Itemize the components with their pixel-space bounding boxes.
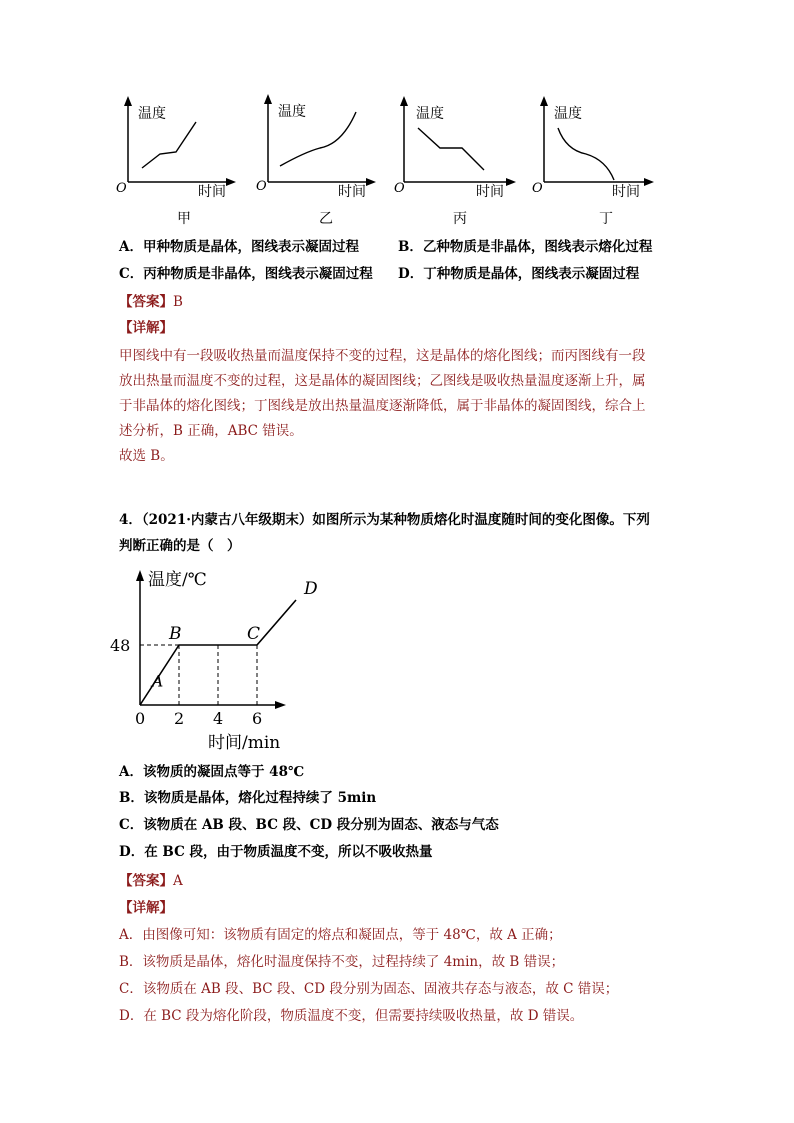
graph-ding-origin: O bbox=[532, 181, 543, 196]
q3-detail-tag: 【详解】 bbox=[119, 320, 173, 336]
graph-jia-origin: O bbox=[116, 181, 127, 196]
point-label-b: B bbox=[169, 624, 182, 644]
graph-bing bbox=[390, 92, 520, 202]
graph-yi-ylabel: 温度 bbox=[278, 104, 306, 120]
graph-ding-xlabel: 时间 bbox=[612, 184, 640, 200]
point-label-d: D bbox=[304, 579, 318, 599]
graph-bing-ylabel: 温度 bbox=[416, 106, 444, 122]
q3-answer-tag: 【答案】 bbox=[119, 294, 173, 310]
q3-option-b: B．乙种物质是非晶体，图线表示熔化过程 bbox=[398, 239, 653, 255]
q3-detail-line: 述分析，B 正确，ABC 错误。 bbox=[119, 423, 303, 439]
graph-bing-xlabel: 时间 bbox=[476, 184, 504, 200]
q4-option-d: D．在 BC 段，由于物质温度不变，所以不吸收热量 bbox=[119, 844, 433, 860]
q4-answer bbox=[119, 871, 183, 891]
q4-detail-line: A．由图像可知：该物质有固定的熔点和凝固点，等于 48℃，故 A 正确； bbox=[119, 927, 562, 943]
melting-chart bbox=[110, 560, 318, 755]
q3-option-d: D．丁种物质是晶体，图线表示凝固过程 bbox=[398, 266, 640, 282]
curve-bing bbox=[418, 128, 484, 170]
q4-detail-line: B．该物质是晶体，熔化时温度保持不变，过程持续了 4min，故 B 错误； bbox=[119, 954, 565, 970]
q3-detail-line: 于非晶体的熔化图线；丁图线是放出热量温度逐渐降低，属于非晶体的凝固图线，综合上 bbox=[119, 398, 646, 414]
q3-option-c: C．丙种物质是非晶体，图线表示凝固过程 bbox=[119, 266, 373, 282]
caption-jia: 甲 bbox=[177, 211, 191, 227]
caption-ding: 丁 bbox=[599, 211, 613, 227]
graph-bing-origin: O bbox=[394, 181, 405, 196]
x-tick-label: 2 bbox=[174, 709, 185, 728]
x-axis-arrow bbox=[275, 701, 286, 709]
segment-label-a: A bbox=[151, 671, 164, 691]
x-axis-label: 时间/min bbox=[208, 733, 281, 753]
q3-detail-line: 甲图线中有一段吸收热量而温度保持不变的过程，这是晶体的熔化图线；而丙图线有一段 bbox=[119, 348, 646, 364]
graph-yi-xlabel: 时间 bbox=[338, 184, 366, 200]
q4-answer-tag: 【答案】 bbox=[119, 873, 173, 889]
q3-detail bbox=[119, 344, 679, 469]
caption-bing: 丙 bbox=[453, 211, 467, 227]
y-tick-label: 48 bbox=[110, 636, 131, 655]
curve-ding bbox=[558, 128, 614, 180]
q3-answer bbox=[119, 292, 183, 312]
graph-jia bbox=[110, 92, 240, 202]
q3-option-a: A．甲种物质是晶体，图线表示凝固过程 bbox=[119, 239, 359, 255]
curve-jia bbox=[142, 122, 196, 168]
y-axis-arrow bbox=[136, 570, 144, 581]
q4-option-b: B．该物质是晶体，熔化过程持续了 5min bbox=[119, 790, 377, 806]
graph-ding-ylabel: 温度 bbox=[554, 106, 582, 122]
x-tick-label: 0 bbox=[135, 709, 146, 728]
q4-option-a: A．该物质的凝固点等于 48℃ bbox=[119, 764, 305, 780]
graph-ding bbox=[528, 92, 658, 202]
point-label-c: C bbox=[247, 624, 261, 644]
q3-detail-line: 故选 B。 bbox=[119, 448, 174, 464]
graph-jia-xlabel: 时间 bbox=[198, 184, 226, 200]
q4-detail-line: C．该物质在 AB 段、BC 段、CD 段分别为固态、固液共存态与液态，故 C 错误； bbox=[119, 981, 619, 997]
graph-yi bbox=[250, 90, 380, 200]
x-tick-label: 4 bbox=[213, 709, 224, 728]
graph-yi-origin: O bbox=[256, 179, 267, 194]
q4-detail-tag: 【详解】 bbox=[119, 900, 173, 916]
q4-detail-line: D．在 BC 段为熔化阶段，物质温度不变，但需要持续吸收热量，故 D 错误。 bbox=[119, 1008, 584, 1024]
q4-stem-line1: 4．（2021·内蒙古八年级期末）如图所示为某种物质熔化时温度随时间的变化图像。下列 bbox=[119, 512, 650, 528]
q3-answer-value: B bbox=[173, 294, 183, 310]
x-tick-label: 6 bbox=[252, 709, 263, 728]
y-axis-label: 温度/℃ bbox=[148, 570, 207, 590]
q4-stem-line2: 判断正确的是（ ） bbox=[119, 538, 241, 554]
curve-yi bbox=[280, 112, 356, 166]
q4-detail bbox=[119, 922, 679, 1030]
q4-answer-value: A bbox=[173, 873, 183, 889]
caption-yi: 乙 bbox=[319, 211, 333, 227]
q3-detail-line: 放出热量而温度不变的过程，这是晶体的凝固图线；乙图线是吸收热量温度逐渐上升，属 bbox=[119, 373, 646, 389]
q4-option-c: C．该物质在 AB 段、BC 段、CD 段分别为固态、液态与气态 bbox=[119, 817, 499, 833]
graph-jia-ylabel: 温度 bbox=[138, 106, 166, 122]
